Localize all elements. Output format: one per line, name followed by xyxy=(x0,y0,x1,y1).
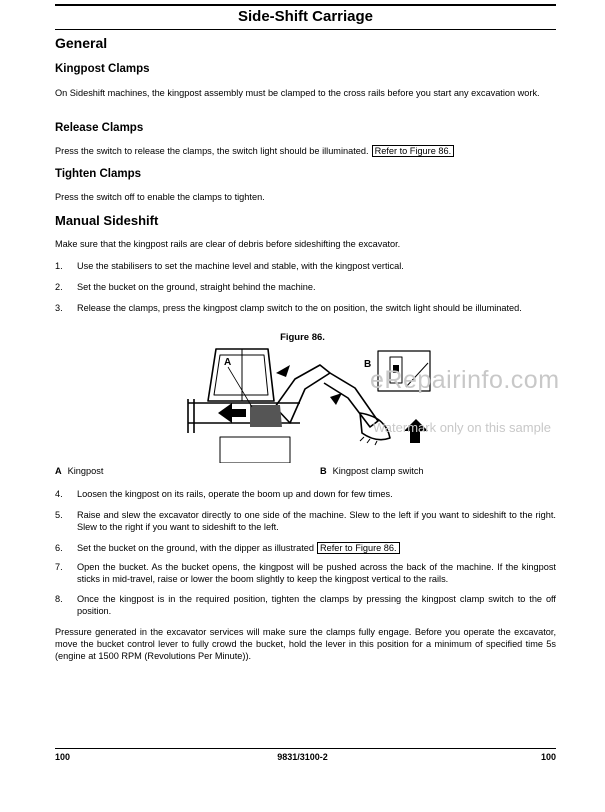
legend-key: A xyxy=(55,466,62,476)
slide-arrow-boom xyxy=(330,393,342,405)
figure-reference-link[interactable]: Refer to Figure 86. xyxy=(372,145,455,157)
stabiliser-base xyxy=(220,437,290,463)
list-item xyxy=(55,593,556,617)
heading-release-clamps: Release Clamps xyxy=(55,122,144,134)
section-heading-manual-sideshift: Manual Sideshift xyxy=(55,213,159,228)
paragraph-closing: Pressure generated in the excavator services will make sure the clamps fully engage. Before you operate the excavator, move the bucket control lever to fully crowd the bucket, hold the lever in this position for a minimum of specified time 5s (engine at 1500 RPM (Revolutions Per Minute)). xyxy=(55,627,556,661)
list-item xyxy=(55,281,556,293)
step-6-text: Set the bucket on the ground, with the dipper as illustrated xyxy=(77,543,314,553)
paragraph-kingpost-clamps: On Sideshift machines, the kingpost assembly must be clamped to the cross rails before you start any excavation work. xyxy=(55,88,540,98)
slide-arrow-left xyxy=(218,403,246,423)
excavator-figure xyxy=(180,343,440,463)
legend-label: Kingpost clamp switch xyxy=(332,466,424,476)
paragraph-manual-intro: Make sure that the kingpost rails are clear of debris before sideshifting the excavator. xyxy=(55,239,401,249)
legend-label: Kingpost xyxy=(67,466,104,476)
list-text: Open the bucket. As the bucket opens, the kingpost will be pushed across the back of the machine. If the kingpost sticks in mid-travel, raise or lower the boom slightly to keep the kingpost vertical to the rails. xyxy=(77,562,556,584)
paragraph-release-clamps xyxy=(55,145,556,157)
list-text: Raise and slew the excavator directly to one side of the machine. Slew to the left if you want to sideshift to the right. Slew to the right if you want to sideshift to the left. xyxy=(77,510,556,532)
footer-page-left: 100 xyxy=(55,752,71,762)
footer-page-right: 100 xyxy=(540,752,556,762)
kingpost-block xyxy=(250,405,282,427)
top-rule xyxy=(55,4,556,6)
list-number: 6. xyxy=(55,543,63,553)
list-text: Once the kingpost is in the required position, tighten the clamps by pressing the kingpost clamp switch to the off position. xyxy=(77,594,556,616)
list-item xyxy=(55,509,556,533)
list-text: Use the stabilisers to set the machine level and stable, with the kingpost vertical. xyxy=(77,261,404,271)
callout-a-label: A xyxy=(224,357,232,368)
legend-item-b xyxy=(320,466,424,476)
legend-key: B xyxy=(320,466,327,476)
list-number: 3. xyxy=(55,303,63,313)
figure-reference-link[interactable]: Refer to Figure 86. xyxy=(317,542,400,554)
list-number: 2. xyxy=(55,282,63,292)
paragraph-tighten-clamps: Press the switch off to enable the clamps to tighten. xyxy=(55,192,265,202)
footer-document-code: 9831/3100-2 xyxy=(277,752,328,762)
list-item xyxy=(55,561,556,585)
heading-kingpost-clamps: Kingpost Clamps xyxy=(55,63,150,75)
legend-item-a xyxy=(55,466,103,476)
list-number: 7. xyxy=(55,562,63,572)
section-heading-general: General xyxy=(55,35,108,51)
footer-rule xyxy=(55,748,556,749)
list-item xyxy=(55,260,556,272)
list-number: 1. xyxy=(55,261,63,271)
slide-arrow-up-right xyxy=(276,365,290,377)
heading-tighten-clamps: Tighten Clamps xyxy=(55,168,142,180)
title-rule xyxy=(55,29,556,30)
page-title: Side-Shift Carriage xyxy=(237,8,374,25)
list-number: 4. xyxy=(55,489,63,499)
release-text: Press the switch to release the clamps, the switch light should be illuminated. xyxy=(55,146,369,156)
list-item xyxy=(55,302,556,314)
callout-b-label: B xyxy=(364,359,372,370)
list-number: 5. xyxy=(55,510,63,520)
list-text: Set the bucket on the ground, straight behind the machine. xyxy=(77,282,316,292)
watermark-brand: eRepairinfo.com xyxy=(370,366,560,394)
list-item xyxy=(55,542,556,554)
list-text: Loosen the kingpost on its rails, operate the boom up and down for few times. xyxy=(77,489,393,499)
list-number: 8. xyxy=(55,594,63,604)
list-text: Release the clamps, press the kingpost clamp switch to the on position, the switch light should be illuminated. xyxy=(77,303,522,313)
watermark-sample-note: Watermark only on this sample xyxy=(373,420,551,435)
list-item xyxy=(55,488,556,500)
list-text xyxy=(77,542,556,554)
figure-title: Figure 86. xyxy=(280,332,325,343)
